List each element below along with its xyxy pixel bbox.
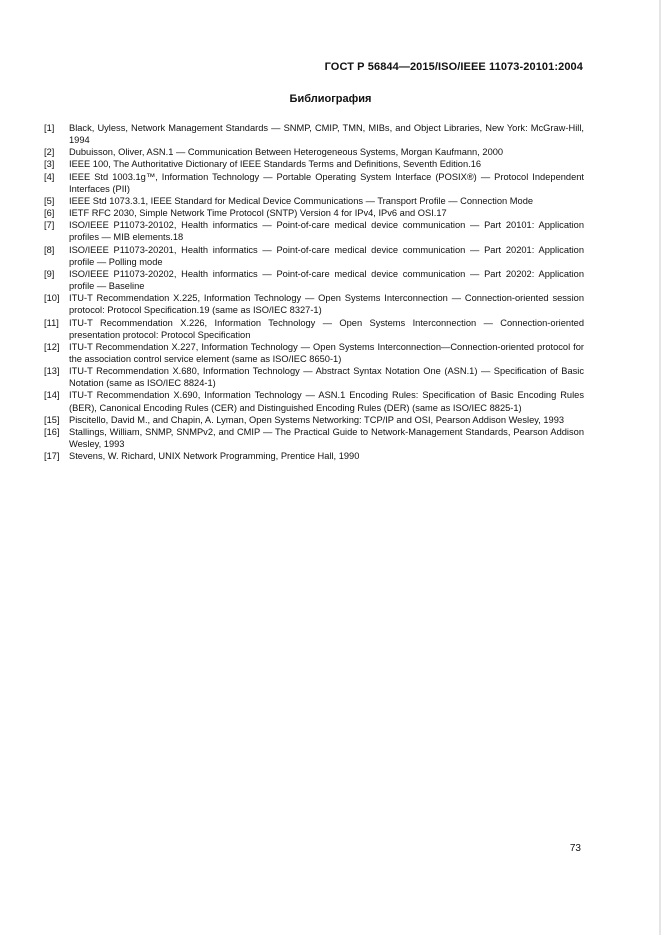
reference-item	[44, 365, 584, 389]
reference-number: [16]	[44, 426, 60, 437]
reference-number: [2]	[44, 147, 55, 158]
reference-number: [9]	[44, 268, 55, 279]
reference-text: Black, Uyless, Network Management Standards — SNMP, CMIP, TMN, MIBs, and Object Libraries, New York: McGraw-Hill, 1994	[69, 123, 584, 146]
reference-item	[44, 389, 584, 413]
reference-number: [12]	[44, 341, 60, 352]
reference-number: [8]	[44, 244, 55, 255]
reference-number: [13]	[44, 366, 60, 377]
reference-item	[44, 414, 584, 426]
reference-item	[44, 122, 584, 146]
reference-item	[44, 219, 584, 243]
reference-text: ITU-T Recommendation X.680, Information Technology — Abstract Syntax Notation One (ASN.1) — Specification of Basic Notation (same as ISO/IEC 8824-1)	[69, 366, 584, 389]
reference-text: ISO/IEEE P11073-20201, Health informatics — Point-of-care medical device communication — Part 20201: Application profile — Polling mode	[69, 244, 584, 267]
bibliography-title: Библиография	[289, 93, 372, 105]
reference-text: Stevens, W. Richard, UNIX Network Programming, Prentice Hall, 1990	[69, 451, 360, 462]
reference-text: ISO/IEEE P11073-20102, Health informatics — Point-of-care medical device communication — Part 20101: Application profiles — MIB elements.18	[69, 220, 584, 243]
reference-text: IEEE Std 1073.3.1, IEEE Standard for Medical Device Communications — Transport Profile — Connection Mode	[69, 195, 534, 206]
reference-text: ITU-T Recommendation X.690, Information Technology — ASN.1 Encoding Rules: Specification of Basic Encoding Rules (BER), Canonical Encoding Rules (CER) and Distinguished Encoding Rules (DER) (same as ISO/IEC 8825-1)	[69, 390, 584, 413]
reference-text: ITU-T Recommendation X.227, Information Technology — Open Systems Interconnection—Connection-oriented protocol for the association control service element (same as ISO/IEC 8650-1)	[69, 341, 584, 364]
reference-list	[44, 122, 584, 462]
reference-item	[44, 158, 584, 170]
reference-text: ITU-T Recommendation X.225, Information Technology — Open Systems Interconnection — Connection-oriented session protocol: Protocol Specification.19 (same as ISO/IEC 8327-1)	[69, 293, 584, 316]
reference-text: Piscitello, David M., and Chapin, A. Lyman, Open Systems Networking: TCP/IP and OSI, Pearson Addison Wesley, 1993	[69, 414, 565, 425]
reference-number: [17]	[44, 451, 60, 462]
reference-item	[44, 426, 584, 450]
reference-item	[44, 244, 584, 268]
standard-code-header: ГОСТ Р 56844—2015/ISO/IEEE 11073-20101:2004	[324, 61, 583, 73]
reference-item	[44, 341, 584, 365]
reference-text: IETF RFC 2030, Simple Network Time Protocol (SNTP) Version 4 for IPv4, IPv6 and OSI.17	[69, 208, 447, 219]
reference-item	[44, 317, 584, 341]
reference-text: ITU-T Recommendation X.226, Information Technology — Open Systems Interconnection — Connection-oriented presentation protocol: Protocol Specification	[69, 317, 584, 340]
reference-text: ISO/IEEE P11073-20202, Health informatics — Point-of-care medical device communication — Part 20202: Application profile — Baseline	[69, 268, 584, 292]
reference-item	[44, 146, 584, 158]
reference-text: IEEE Std 1003.1g™, Information Technology — Portable Operating System Interface (POSIX®) — Protocol Independent Interfaces (PII)	[69, 171, 584, 194]
reference-text: Dubuisson, Oliver, ASN.1 — Communication Between Heterogeneous Systems, Morgan Kaufmann, 2000	[69, 147, 504, 158]
reference-number: [6]	[44, 208, 55, 219]
reference-number: [3]	[44, 159, 55, 170]
reference-item	[44, 268, 584, 292]
reference-number: [10]	[44, 293, 60, 304]
reference-item	[44, 207, 584, 219]
reference-item	[44, 195, 584, 207]
reference-number: [11]	[44, 317, 59, 328]
page-number: 73	[569, 843, 581, 854]
reference-number: [5]	[44, 195, 55, 206]
reference-item	[44, 450, 584, 462]
reference-number: [7]	[44, 220, 55, 231]
reference-text: Stallings, William, SNMP, SNMPv2, and CMIP — The Practical Guide to Network-Management Standards, Pearson Addison Wesley, 1993	[69, 426, 584, 450]
reference-number: [14]	[44, 390, 60, 401]
reference-number: [4]	[44, 171, 55, 182]
reference-text: IEEE 100, The Authoritative Dictionary of IEEE Standards Terms and Definitions, Seventh Edition.16	[69, 159, 482, 170]
reference-number: [1]	[44, 123, 55, 133]
reference-item	[44, 171, 584, 195]
reference-number: [15]	[44, 414, 60, 425]
reference-item	[44, 292, 584, 316]
